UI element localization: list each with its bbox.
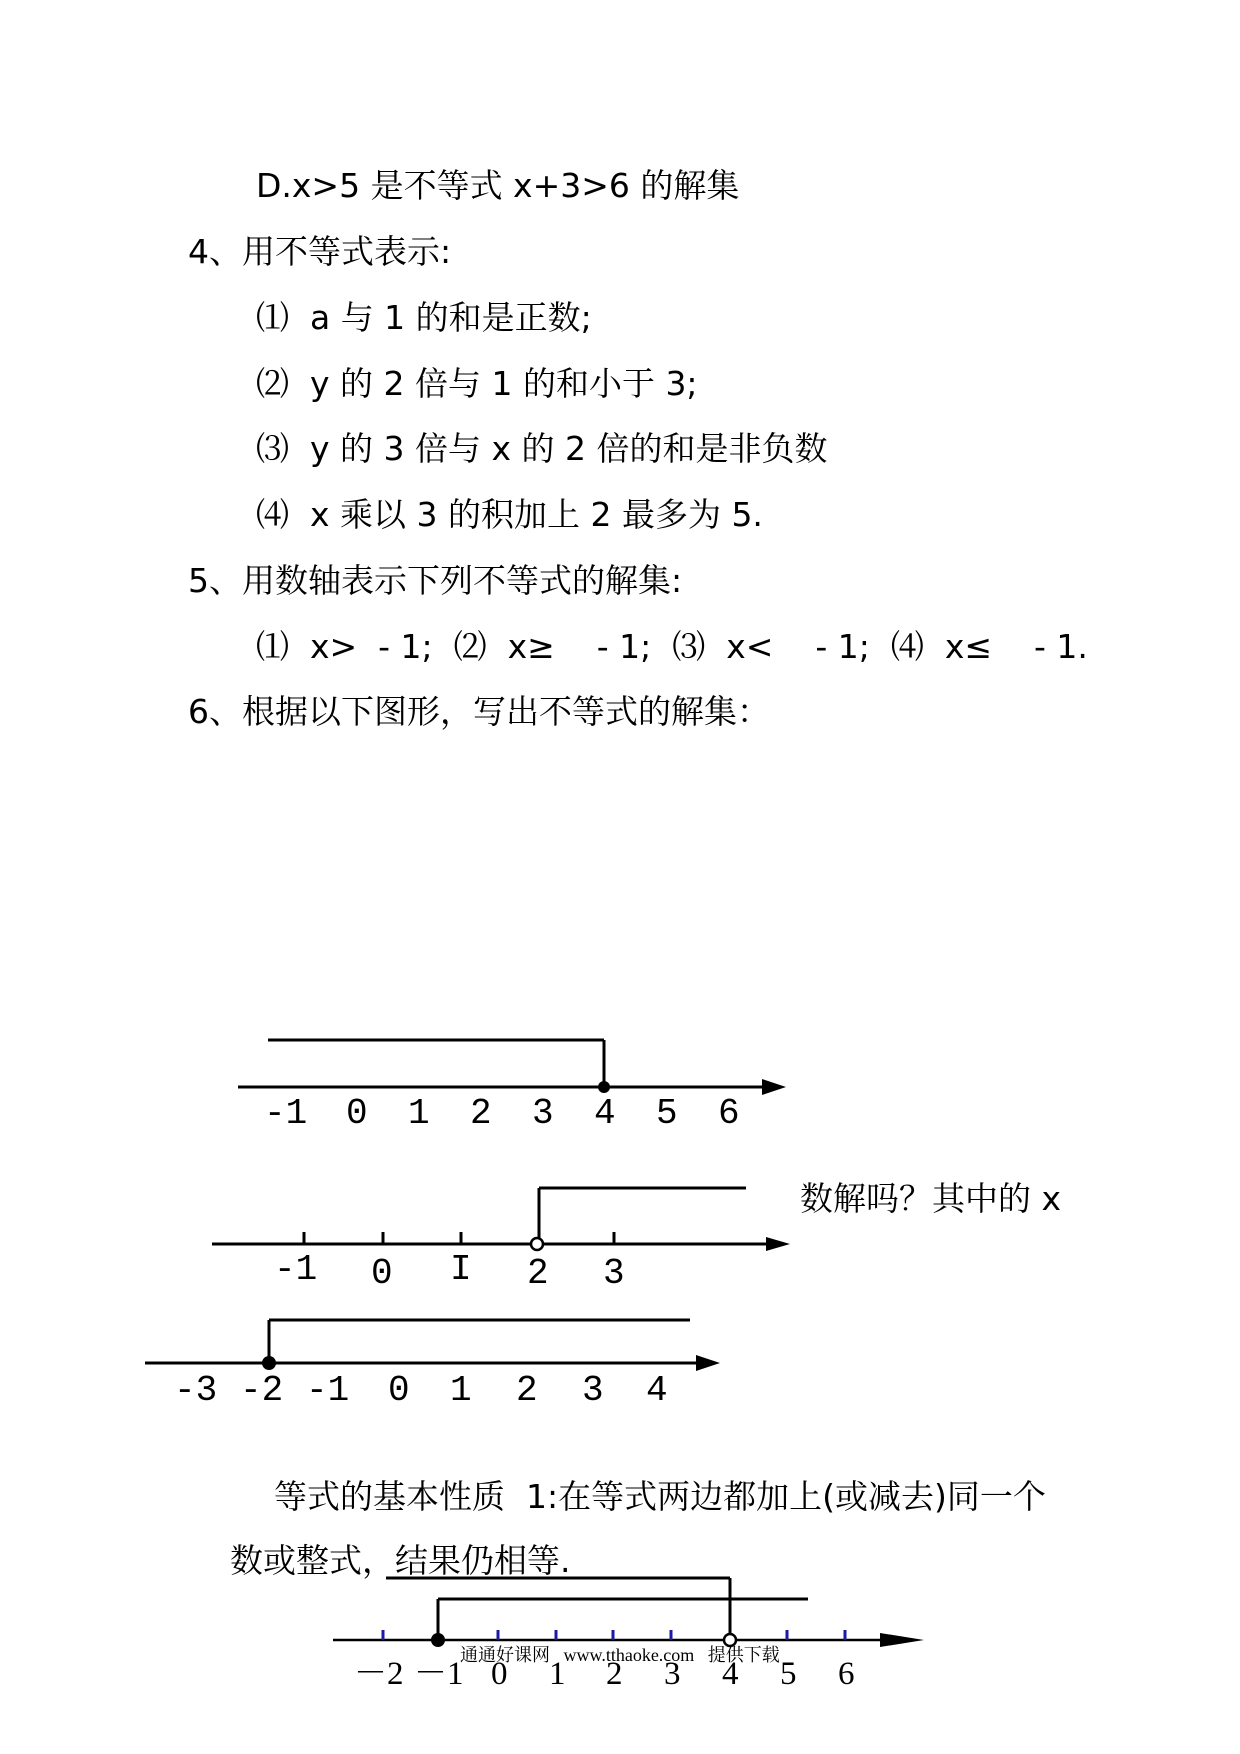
- tick-label: 5: [656, 1093, 678, 1134]
- filled-point: [431, 1633, 445, 1647]
- tick-label: -1: [264, 1093, 308, 1134]
- question-6-title: 6、根据以下图形，写出不等式的解集：: [188, 692, 770, 731]
- tick-label: 3: [603, 1253, 625, 1294]
- tick-label: 2: [516, 1370, 538, 1411]
- tick-label: －2: [354, 1656, 404, 1692]
- tick-label: 1: [450, 1370, 472, 1411]
- tick-label: 3: [532, 1093, 554, 1134]
- tick-label: 2: [527, 1253, 549, 1294]
- tick-label: 1: [549, 1656, 566, 1692]
- property-line-2: 数或整式，结果仍相等.: [230, 1541, 571, 1580]
- watermark-text: 通通好课网 www.tthaoke.com 提供下载: [460, 1645, 780, 1665]
- tick-label: 4: [722, 1656, 739, 1692]
- tick-label: 3: [664, 1656, 681, 1692]
- tick-label: -3: [174, 1370, 218, 1411]
- tick-label: 4: [594, 1093, 616, 1134]
- tick-label: 5: [780, 1656, 797, 1692]
- question-4-title: 4、用不等式表示:: [188, 232, 452, 271]
- tick-label: 1: [408, 1093, 430, 1134]
- tick-label: 0: [388, 1370, 410, 1411]
- property-line-1: 等式的基本性质 1:在等式两边都加上(或减去)同一个: [274, 1477, 1046, 1516]
- tick-label: 4: [646, 1370, 668, 1411]
- question-4-item-3: ⑶ y 的 3 倍与 x 的 2 倍的和是非负数: [256, 429, 828, 468]
- tick-label: 0: [346, 1093, 368, 1134]
- question-4-item-2: ⑵ y 的 2 倍与 1 的和小于 3;: [256, 364, 698, 403]
- tick-label: -1: [306, 1370, 350, 1411]
- option-d-line: D.x>5 是不等式 x+3>6 的解集: [256, 166, 740, 205]
- question-4-item-1: ⑴ a 与 1 的和是正数;: [256, 298, 592, 337]
- tick-label: －1: [414, 1656, 464, 1692]
- tick-label: 3: [582, 1370, 604, 1411]
- tick-label: 2: [470, 1093, 492, 1134]
- question-5-title: 5、用数轴表示下列不等式的解集:: [188, 561, 683, 600]
- side-text-fragment: 数解吗？其中的 x: [800, 1179, 1062, 1218]
- tick-label: 6: [718, 1093, 740, 1134]
- tick-label: 6: [838, 1656, 855, 1692]
- axis-arrowhead: [880, 1633, 924, 1647]
- tick-label: 0: [371, 1253, 393, 1294]
- tick-label: -2: [240, 1370, 284, 1411]
- tick-label: 0: [491, 1656, 508, 1692]
- question-5-items: ⑴ x> - 1; ⑵ x≥ - 1; ⑶ x< - 1; ⑷ x≤ - 1.: [256, 627, 1088, 666]
- question-4-item-4: ⑷ x 乘以 3 的积加上 2 最多为 5.: [256, 495, 763, 534]
- tick-label: I: [450, 1249, 472, 1290]
- tick-label: -1: [274, 1249, 318, 1290]
- tick-label: 2: [606, 1656, 623, 1692]
